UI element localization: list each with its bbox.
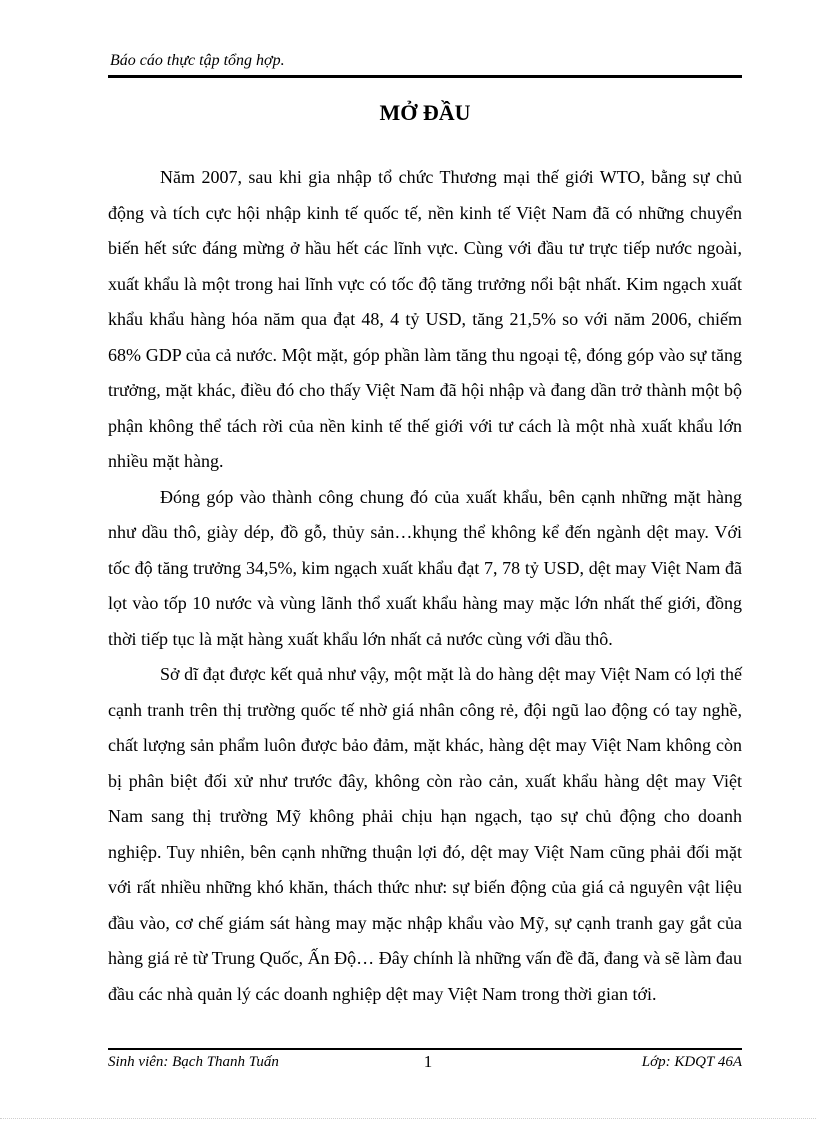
- footer-student-name: Sinh viên: Bạch Thanh Tuấn: [108, 1054, 279, 1070]
- footer-divider: [108, 1048, 742, 1050]
- page-title: MỞ ĐẦU: [379, 100, 471, 125]
- page-number: 1: [423, 1052, 433, 1071]
- body-paragraph-1: Năm 2007, sau khi gia nhập tổ chức Thương mại thế giới WTO, bằng sự chủ động và tích cực hội nhập kinh tế quốc tế, nền kinh tế Việt Nam đã có những chuyển biến hết sức đáng mừng ở hầu hết các lĩnh vực. Cùng với đầu tư trực tiếp nước ngoài, xuất khẩu là một trong hai lĩnh vực có tốc độ tăng trưởng nổi bật nhất. Kim ngạch xuất khẩu khẩu hàng hóa năm qua đạt 48, 4 tỷ USD, tăng 21,5% so với năm 2006, chiếm 68% GDP của cả nước. Một mặt, góp phần làm tăng thu ngoại tệ, đóng góp vào sự tăng trưởng, mặt khác, điều đó cho thấy Việt Nam đã hội nhập và đang dần trở thành một bộ phận không thể tách rời của nền kinh tế thế giới với tư cách là một nhà xuất khẩu lớn nhiều mặt hàng.: [108, 167, 742, 471]
- body-paragraph-3: Sở dĩ đạt được kết quả như vậy, một mặt là do hàng dệt may Việt Nam có lợi thế cạnh tranh trên thị trường quốc tế nhờ giá nhân công rẻ, đội ngũ lao động có tay nghề, chất lượng sản phẩm luôn được bảo đảm, mặt khác, hàng dệt may Việt Nam không còn bị phân biệt đối xử như trước đây, không còn rào cản, xuất khẩu hàng dệt may Việt Nam sang thị trường Mỹ không phải chịu hạn ngạch, tạo sự chủ động cho doanh nghiệp. Tuy nhiên, bên cạnh những thuận lợi đó, dệt may Việt Nam cũng phải đối mặt với rất nhiều những khó khăn, thách thức như: sự biến động của giá cả nguyên vật liệu đầu vào, cơ chế giám sát hàng may mặc nhập khẩu vào Mỹ, sự cạnh tranh gay gắt của hàng giá rẻ từ Trung Quốc, Ấn Độ… Đây chính là những vấn đề đã, đang và sẽ làm đau đầu các nhà quản lý các doanh nghiệp dệt may Việt Nam trong thời gian tới.: [108, 664, 742, 1004]
- body-paragraph-2: Đóng góp vào thành công chung đó của xuất khẩu, bên cạnh những mặt hàng như dầu thô, giày dép, đồ gỗ, thủy sản…khụng thể không kể đến ngành dệt may. Với tốc độ tăng trưởng 34,5%, kim ngạch xuất khẩu đạt 7, 78 tỷ USD, dệt may Việt Nam đã lọt vào tốp 10 nước và vùng lãnh thổ xuất khẩu hàng may mặc lớn nhất thế giới, đồng thời tiếp tục là mặt hàng xuất khẩu lớn nhất cả nước cùng với dầu thô.: [108, 486, 742, 649]
- footer-class-label: Lớp: KDQT 46A: [641, 1054, 742, 1070]
- document-body: [108, 160, 742, 1012]
- header-divider: [108, 75, 742, 78]
- page-edge-guide: [0, 1118, 816, 1119]
- running-header: Báo cáo thực tập tổng hợp.: [110, 52, 285, 69]
